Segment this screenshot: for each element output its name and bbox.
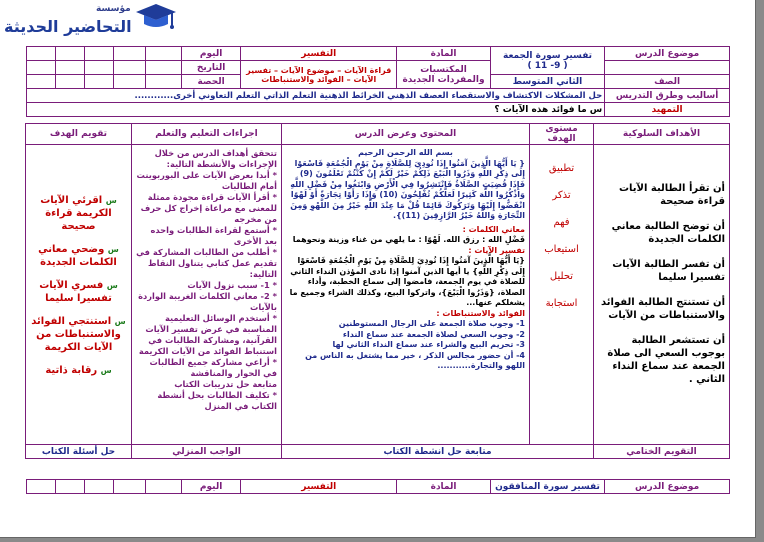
day-cell-1[interactable] — [145, 47, 181, 61]
lesson-body-table — [25, 123, 730, 459]
tafsir-text: {يَا أَيُّهَا الَّذِينَ آمَنُوا إِذَا نُودِيَ لِلصَّلَاةِ مِنْ يَوْمِ الْجُمُعَةِ فَاسْعَوْا إِلَى ذِكْرِ اللَّهِ} يا أيها الذين آمنوا إذا نادى المؤذن النداء الثاني للصلاة في يوم الجمعة، فامضوا إلى سماع الخطبة، وأداء الصلاة، {وَذَرُوا الْبَيْعَ}، واتركوا البيع، وكذلك الشراء وجميع ما يشغلكم عنها... — [289, 256, 525, 307]
objectives-cell — [594, 145, 730, 445]
level-item: استجابة — [545, 298, 578, 309]
evaluation-item: س اقرئي الآيات الكريمة قراءة صحيحة — [40, 195, 117, 232]
level-item: فهم — [553, 217, 570, 228]
day-cell-4[interactable] — [56, 47, 85, 61]
class-label: الصف — [605, 75, 730, 89]
methods-value: حل المشكلات الاكتشاف والاستقصاء العصف الذهني الخرائط الذهنية التعلم الذاتي التعلم التعاوني أخرى............ — [27, 89, 605, 103]
day-cell-2[interactable] — [114, 47, 145, 61]
date-cell-4[interactable] — [56, 61, 85, 75]
logo-name: التحاضير الحديثة — [4, 17, 132, 36]
benefit-item: 4- أن حضور مجالس الذكر ، خير مما يشتغل به الناس من اللهو والتجارة........... — [305, 350, 525, 370]
benefit-item: 2- وجوب السعي لصلاة الجمعة عند سماع النداء — [342, 329, 525, 339]
evaluation-cell — [26, 145, 132, 445]
next-topic-label: موضوع الدرس — [605, 480, 730, 494]
level-item: تحليل — [549, 271, 574, 282]
evaluation-item: س رقابة ذاتية — [45, 365, 112, 376]
period-cell-3[interactable] — [85, 75, 114, 89]
next-subject-value: التفسير — [241, 480, 397, 494]
content-header: المحتوى وعرض الدرس — [282, 124, 530, 145]
procedures-text: تتحقق أهداف الدرس من خلال الإجراءات والأنشطة التالية: * أبدا بعرض الآيات على البوربوينت أمام الطالبات * أقرأ الآيات قراءة مجودة ممثلة للمعنى مع مراعاة إخراج كل حرف من مخرجه * أستمع لقراءة الطالبات واحده بعد الأخرى * أطلب من الطالبات المشاركة في تقديم عمل كتابي يتناول النقاط التالية: * 1- سبب نزول الآيات * 2- معاني الكلمات الغريبة الواردة بالآيات * أستخدم الوسائل التعليمية المناسبة في عرض تفسير الآيات القرآنية، ومشاركة الطالبات في استنباط الفوائد من الآيات الكريمة * أراعي مشاركة جميع الطالبات في الحوار والمناقشة متابعة حل تدريبات الكتاب * تكليف الطالبات بحل أنشطة الكتاب في المنزل — [136, 148, 277, 411]
level-item: تذكر — [552, 190, 571, 201]
levels-cell — [530, 145, 594, 445]
methods-label: أساليب وطرق التدريس — [605, 89, 730, 103]
benefit-item: 3- تحريم البيع والشراء عند سماع النداء الثاني لها — [332, 340, 525, 349]
level-item: تطبيق — [548, 163, 575, 174]
verses-text: { يَا أَيُّهَا الَّذِينَ آمَنُوا إِذَا نُودِيَ لِلصَّلَاةِ مِنْ يَوْمِ الْجُمُعَةِ فَاسْعَوْا إِلَى ذِكْرِ اللَّهِ وَذَرُوا الْبَيْعَ ذَلِكُمْ خَيْرٌ لَكُمْ إِنْ كُنْتُمْ تَعْلَمُونَ (9) فَإِذَا قُضِيَتِ الصَّلَاةُ فَانْتَشِرُوا فِي الْأَرْضِ وَابْتَغُوا مِنْ فَضْلِ اللَّهِ وَاذْكُرُوا اللَّهَ كَثِيرًا لَعَلَّكُمْ تُفْلِحُونَ (10) وَإِذَا رَأَوْا تِجَارَةً أَوْ لَهْوًا انْفَضُّوا إِلَيْهَا وَتَرَكُوكَ قَائِمًا قُلْ مَا عِنْدَ اللَّهِ خَيْرٌ مِنَ اللَّهْوِ وَمِنَ التِّجَارَةِ وَاللَّهُ خَيْرُ الرَّازِقِينَ (11)}. — [290, 158, 525, 220]
evaluation-item: س وضحي معاني الكلمات الجديدة — [38, 244, 119, 268]
period-cell-2[interactable] — [114, 75, 145, 89]
day-cell-3[interactable] — [85, 47, 114, 61]
tafsir-title: تفسير الآيات : — [468, 245, 525, 255]
evaluation-header: تقويم الهدف — [26, 124, 132, 145]
period-cell-4[interactable] — [56, 75, 85, 89]
date-label: التاريخ — [181, 61, 240, 75]
intro-label: التمهيد — [605, 103, 730, 117]
objectives-list — [598, 148, 725, 386]
logo-top-text: مؤسسة — [96, 4, 131, 14]
lesson-info-table — [26, 46, 730, 117]
content-cell — [282, 145, 530, 445]
objective-item: أن تستنتج الطالبة الفوائد والاستنباطات من الآيات — [601, 297, 725, 321]
next-lesson-table — [26, 479, 730, 494]
evaluation-item: س استنتجي الفوائد والاستنباطات من الآيات الكريمة — [31, 316, 126, 353]
gains-label: المكتسبات والمفردات الجديدة — [397, 61, 491, 89]
mortarboard-icon — [132, 0, 178, 34]
objective-item: أن توضح الطالبة معاني الكلمات الجديدة — [611, 221, 725, 245]
period-cell-5[interactable] — [27, 75, 56, 89]
period-label: الحصة — [181, 75, 240, 89]
procedures-header: اجراءات التعليم والتعلم — [132, 124, 282, 145]
homework-label: الواجب المنزلي — [132, 445, 282, 459]
date-cell-3[interactable] — [85, 61, 114, 75]
objective-item: أن تستشعر الطالبة بوجوب السعي الى صلاة الجمعة عند سماع النداء الثاني . — [607, 335, 725, 385]
intro-value: س ما فوائد هذه الآيات ؟ — [27, 103, 605, 117]
date-cell-1[interactable] — [145, 61, 181, 75]
day-cell-5[interactable] — [27, 47, 56, 61]
next-subject-label: المادة — [397, 480, 491, 494]
objective-item: أن تفسر الطالبة الآيات تفسيرا سليما — [612, 259, 725, 283]
level-item: استيعاب — [544, 244, 579, 255]
objectives-header: الأهداف السلوكية — [594, 124, 730, 145]
subject-value: التفسير — [241, 47, 397, 61]
next-day-label: اليوم — [181, 480, 240, 494]
closing-label: التقويم الختامي — [594, 445, 730, 459]
level-header: مستوى الهدف — [530, 124, 594, 145]
date-cell-2[interactable] — [114, 61, 145, 75]
subject-label: المادة — [397, 47, 491, 61]
basmala: بسم الله الرحمن الرحيم — [358, 148, 453, 157]
lesson-plan — [26, 46, 730, 514]
next-day-cell-4[interactable] — [56, 480, 85, 494]
next-day-cell-2[interactable] — [114, 480, 145, 494]
date-cell-5[interactable] — [27, 61, 56, 75]
evaluation-item: س فسري الآيات تفسيرا سليما — [39, 280, 118, 304]
next-day-cell-3[interactable] — [85, 480, 114, 494]
day-label: اليوم — [181, 47, 240, 61]
procedures-cell — [132, 145, 282, 445]
closing-value: متابعة حل انشطة الكتاب — [282, 445, 594, 459]
next-day-cell-1[interactable] — [145, 480, 181, 494]
meanings-title: معاني الكلمات : — [462, 224, 525, 234]
class-value: الثاني المتوسط — [490, 75, 604, 89]
homework-value: حل أسئلة الكتاب — [26, 445, 132, 459]
next-day-cell-5[interactable] — [27, 480, 56, 494]
topic-label: موضوع الدرس — [605, 47, 730, 61]
gains-value: قراءة الآيات – موضوع الآيات – تفسير الآيات – الفوائد والاستنباطات — [241, 61, 397, 89]
benefits-title: الفوائد والاستنباطات : — [436, 308, 525, 318]
meanings-text: فَضْلِ الله : رزق الله. لَهْوًا : ما يلهي من غناء وزينة ونحوهما — [292, 235, 525, 244]
topic-value: تفسير سورة الجمعة ( 9- 11 ) — [490, 47, 604, 75]
site-logo[interactable] — [0, 0, 180, 40]
period-cell-1[interactable] — [145, 75, 181, 89]
next-topic-value: تفسير سورة المنافقون — [490, 480, 604, 494]
benefit-item: 1- وجوب صلاة الجمعة على الرجال المستوطنين — [338, 319, 525, 328]
objective-item: أن تقرأ الطالبة الآيات قراءة صحيحة — [618, 183, 725, 207]
